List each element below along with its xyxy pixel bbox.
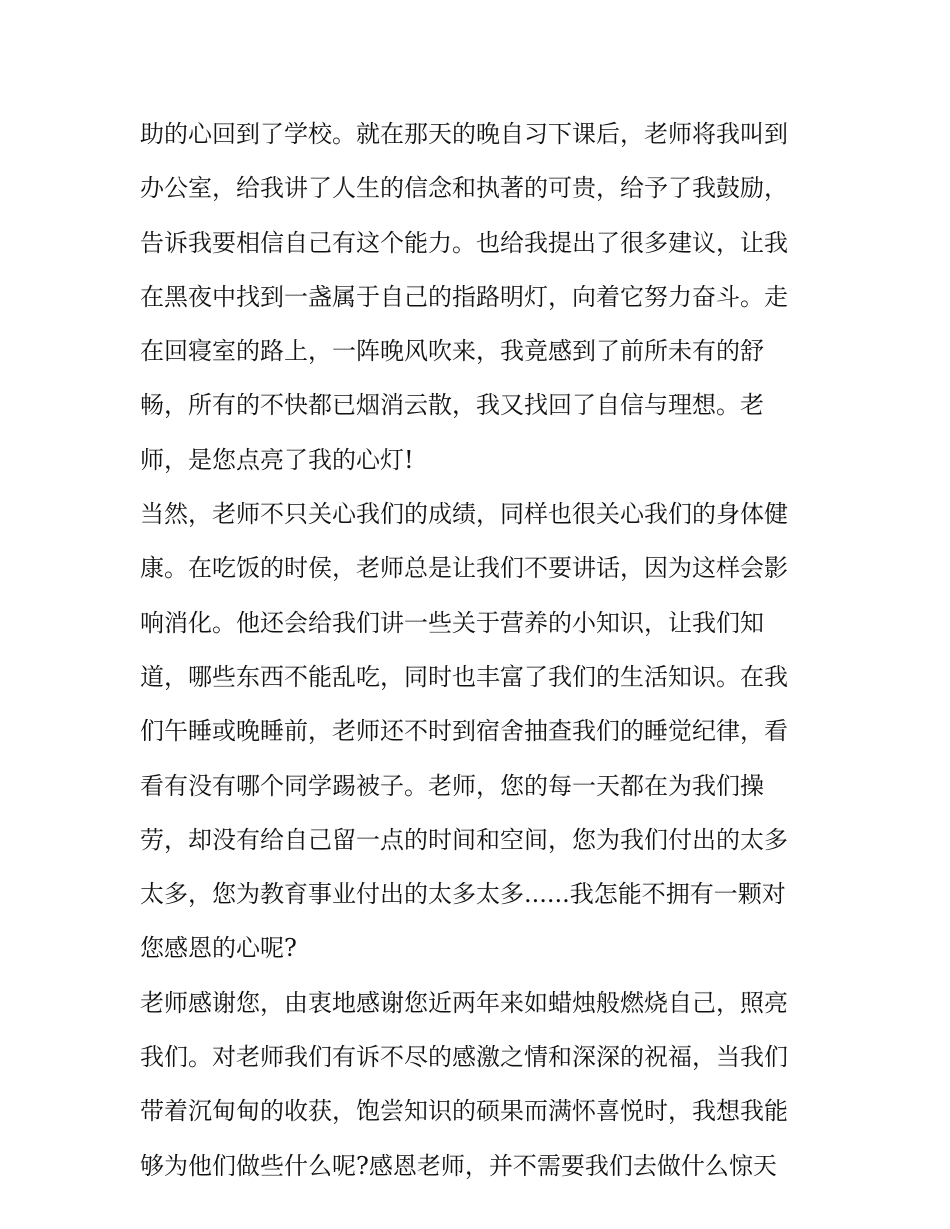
text-line: 在回寝室的路上，一阵晚风吹来，我竟感到了前所未有的舒 (140, 337, 764, 366)
text-line: 看有没有哪个同学踢被子。老师，您的每一天都在为我们操 (140, 771, 764, 800)
text-line: 老师感谢您，由衷地感谢您近两年来如蜡烛般燃烧自己，照亮 (140, 988, 788, 1017)
text-line: 在黑夜中找到一盏属于自己的指路明灯，向着它努力奋斗。走 (140, 282, 788, 311)
text-line: 师，是您点亮了我的心灯! (140, 445, 414, 474)
text-line: 康。在吃饭的时侯，老师总是让我们不要讲话，因为这样会影 (140, 554, 788, 583)
text-line: 当然，老师不只关心我们的成绩，同样也很关心我们的身体健 (140, 500, 788, 529)
text-line: 道，哪些东西不能乱吃，同时也丰富了我们的生活知识。在我 (140, 662, 788, 691)
text-line: 响消化。他还会给我们讲一些关于营养的小知识，让我们知 (140, 608, 764, 637)
text-line: 带着沉甸甸的收获，饱尝知识的硕果而满怀喜悦时，我想我能 (140, 1097, 788, 1126)
text-line: 您感恩的心呢? (140, 934, 297, 963)
text-line: 助的心回到了学校。就在那天的晚自习下课后，老师将我叫到 (140, 120, 788, 148)
text-line: 够为他们做些什么呢?感恩老师，并不需要我们去做什么惊天 (140, 1151, 777, 1180)
text-line: 劳，却没有给自己留一点的时间和空间，您为我们付出的太多 (140, 825, 788, 854)
text-line: 们午睡或晚睡前，老师还不时到宿舍抽查我们的睡觉纪律，看 (140, 717, 788, 746)
text-line: 我们。对老师我们有诉不尽的感激之情和深深的祝福，当我们 (140, 1043, 788, 1072)
body-text (140, 107, 820, 1193)
text-line: 畅，所有的不快都已烟消云散，我又找回了自信与理想。老 (140, 391, 764, 420)
text-line: 办公室，给我讲了人生的信念和执著的可贵，给予了我鼓励， (140, 174, 788, 203)
text-line: 告诉我要相信自己有这个能力。也给我提出了很多建议，让我 (140, 228, 788, 257)
text-line: 太多，您为教育事业付出的太多太多......我怎能不拥有一颗对 (140, 880, 786, 909)
